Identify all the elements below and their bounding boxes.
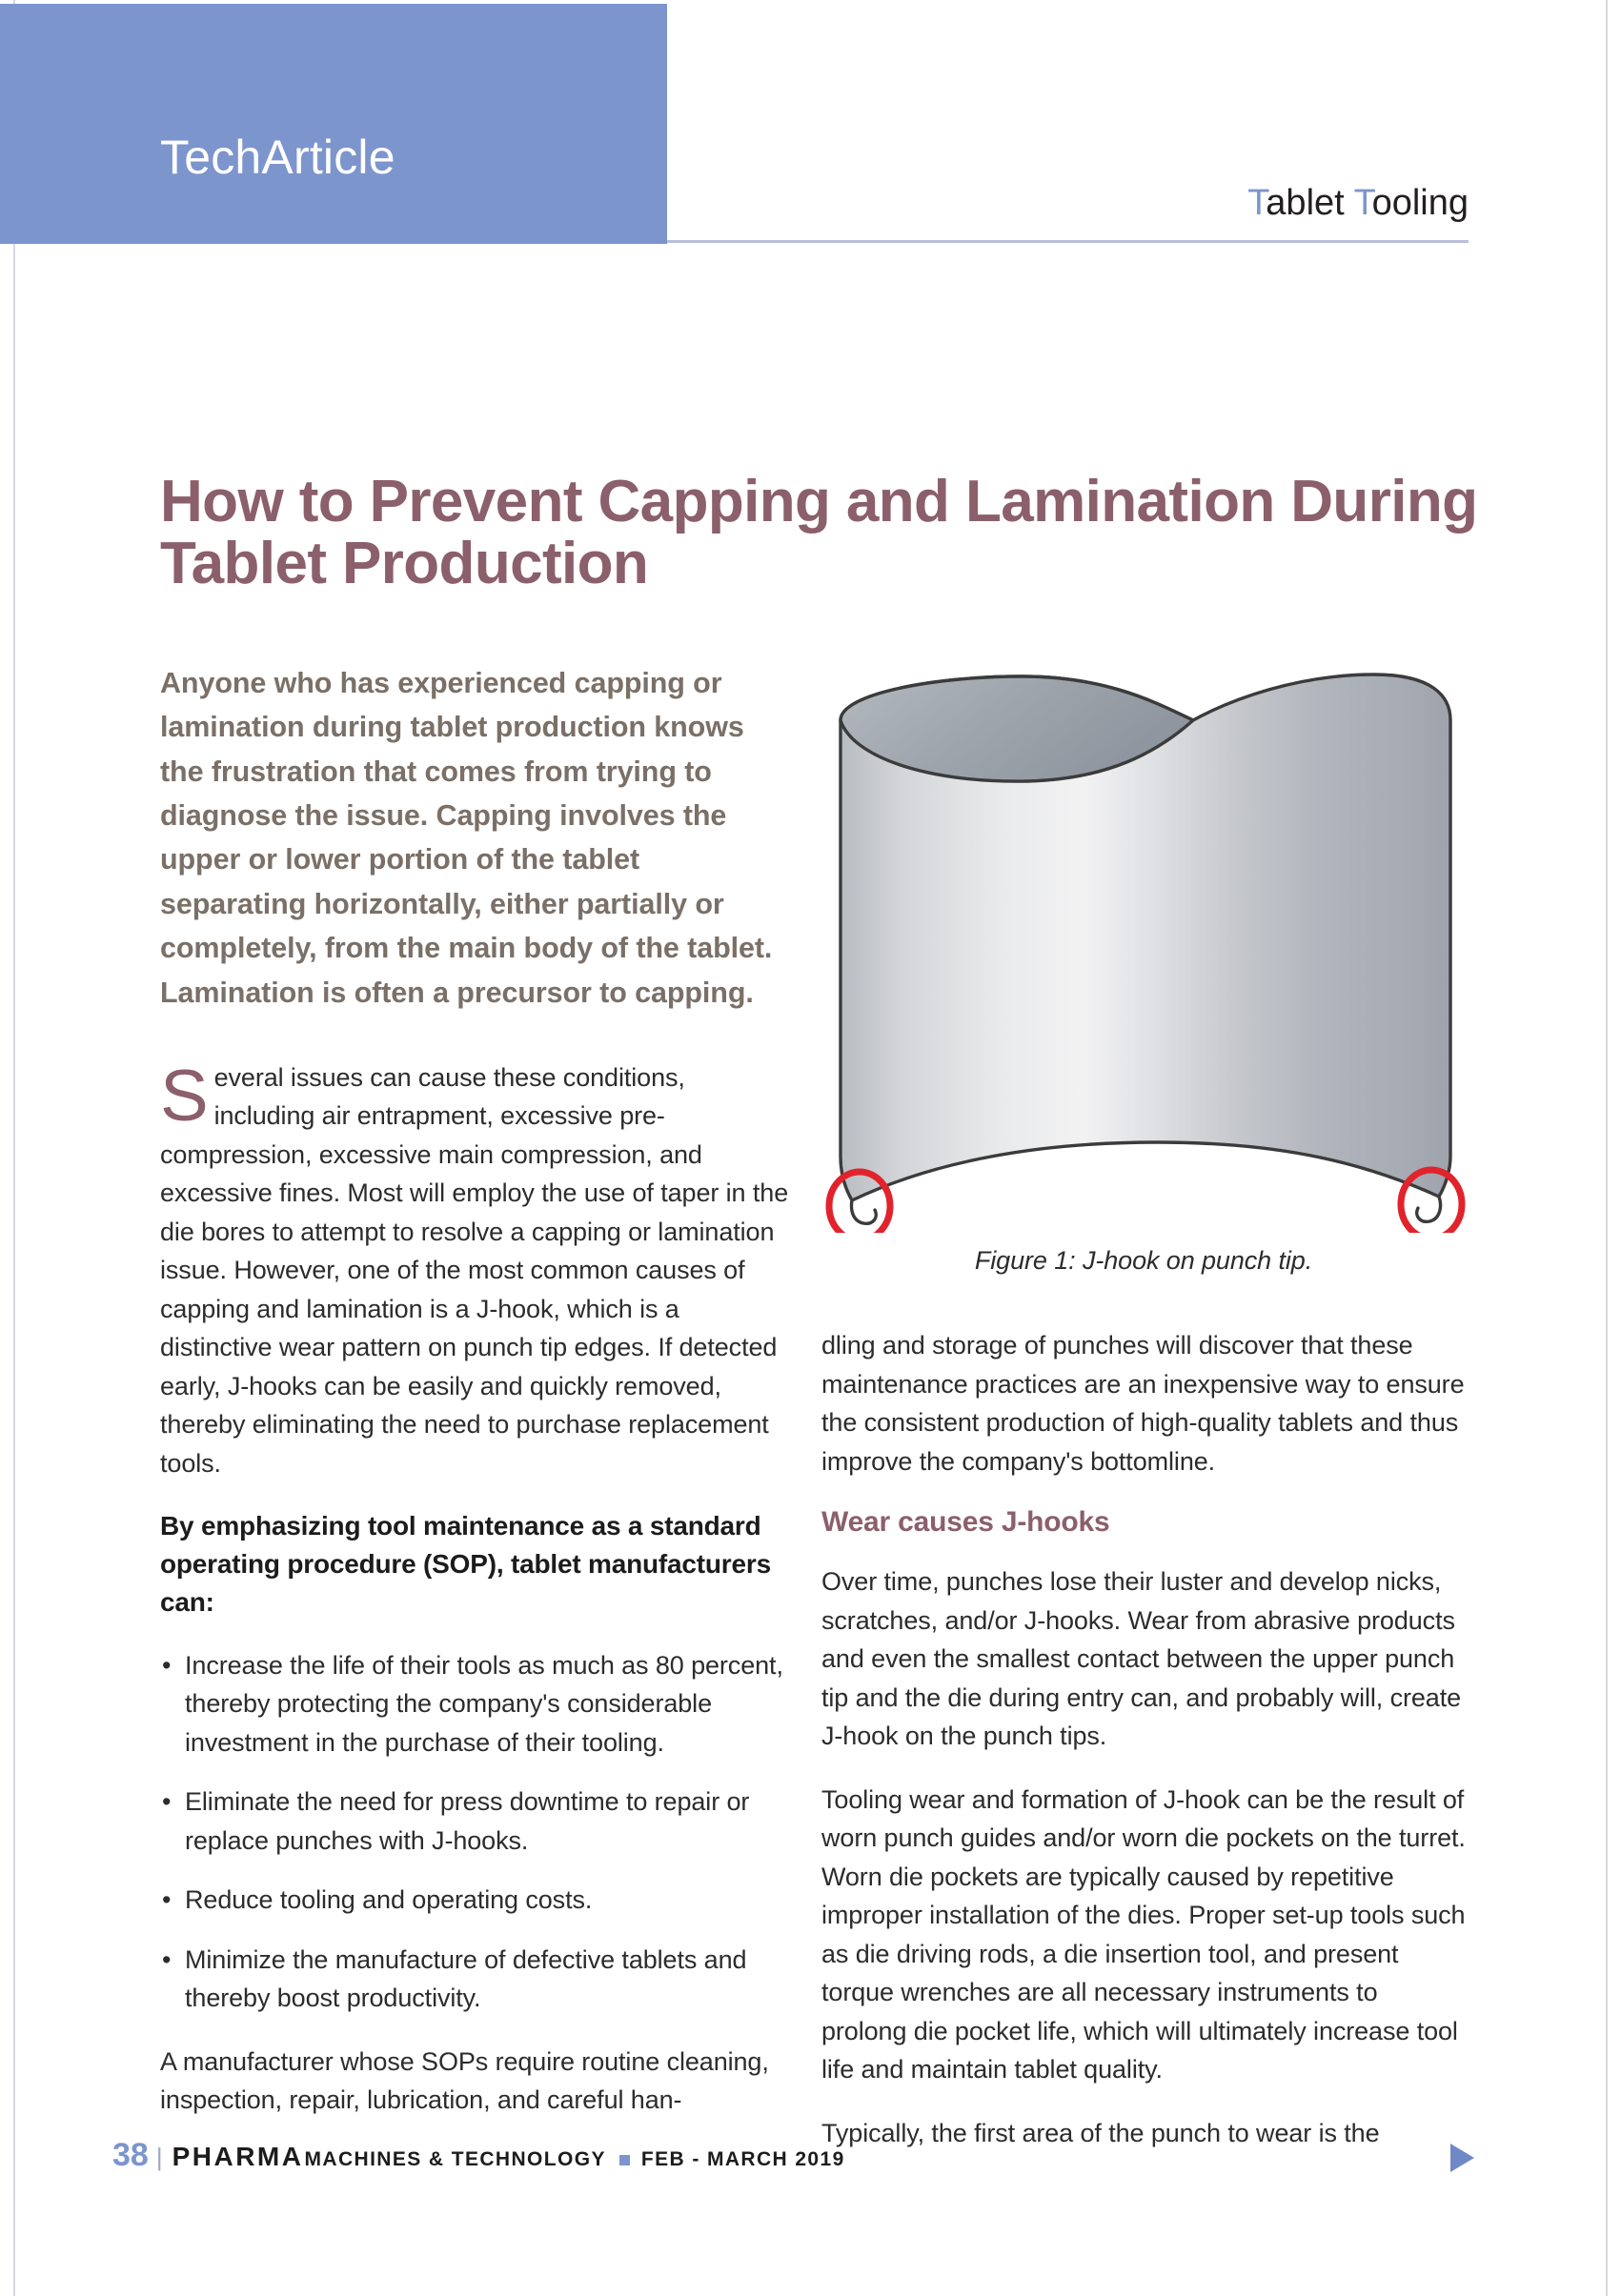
footer-issue-date: FEB - MARCH 2019	[640, 2148, 845, 2170]
masthead	[0, 0, 1621, 250]
column-right-figure	[821, 661, 1466, 1276]
page-rule-left	[13, 0, 15, 2296]
section-initial-1: T	[1247, 183, 1266, 223]
section-word-1: ablet	[1266, 183, 1345, 223]
figure-1	[821, 661, 1466, 1276]
punch-tip-illustration	[821, 661, 1466, 1233]
footer-brand-secondary: MACHINES & TECHNOLOGY	[304, 2148, 606, 2170]
section-initial-2: T	[1353, 183, 1372, 223]
bullet-icon: •	[162, 1787, 172, 1817]
list-item	[160, 1941, 789, 2018]
masthead-color-band	[0, 4, 667, 244]
masthead-kicker: TechArticle	[160, 131, 395, 184]
masthead-underline	[667, 240, 1469, 243]
drop-cap: S	[160, 1055, 209, 1137]
list-item-text: Increase the life of their tools as much as 80 percent, thereby protecting the company's considerable investment in the purchase of their tooling.	[185, 1650, 783, 1757]
footer-brand-primary: PHARMA	[172, 2142, 304, 2171]
list-item	[160, 1881, 789, 1920]
section-word-2: ooling	[1371, 183, 1469, 223]
list-item-text: Minimize the manufacture of defective tablets and thereby boost productivity.	[185, 1944, 747, 2013]
paragraph-opening	[160, 1055, 789, 1483]
footer-square-icon	[619, 2155, 630, 2165]
page-rule-right	[1606, 0, 1608, 2296]
bullet-list-lead-in: By emphasizing tool maintenance as a standard operating procedure (SOP), tablet manufacturers can:	[160, 1511, 771, 1617]
bullet-icon: •	[162, 1944, 172, 1974]
paragraph-bridge-right: dling and storage of punches will discover that these maintenance practices are an inexpensive way to ensure the consistent production of high-quality tablets and thus improve the company's bottomline.	[821, 1331, 1465, 1476]
bullet-icon: •	[162, 1885, 172, 1915]
paragraph-tooling-wear: Tooling wear and formation of J-hook can be the result of worn punch guides and/or worn die pockets on the turret. Worn die pockets are typically caused by repetitive improper installation of the dies. Proper set-up tools such as die driving rods, a die insertion tool, and present torque wrenches are all necessary instruments to prolong die pocket life, which will ultimately increase tool life and maintain tablet quality.	[821, 1784, 1466, 2084]
column-left	[160, 661, 789, 2120]
list-item-text: Reduce tooling and operating costs.	[185, 1885, 593, 1915]
page-footer	[112, 2136, 1509, 2174]
footer-separator: |	[155, 2143, 163, 2171]
footer-credit-line	[112, 2137, 845, 2174]
paragraph-opening-text: everal issues can cause these conditions, including air entrapment, excessive pre-compression, excessive main compression, and excessive fines. Most will employ the use of taper in the die bores to attempt to resolve a capping or lamination issue. However, one of the most common causes of capping and lamination is a J-hook, which is a distinctive wear pattern on punch tip edges. If detected early, J-hooks can be easily and quickly removed, thereby eliminating the need to purchase replacement tools.	[160, 1062, 789, 1478]
bullet-icon: •	[162, 1650, 172, 1680]
column-right-body	[821, 1326, 1466, 2152]
figure-caption: Figure 1: J-hook on punch tip.	[974, 1246, 1313, 1275]
paragraph-continuation: Typically, the first area of the punch to wear is the	[821, 2118, 1380, 2147]
list-item	[160, 1646, 789, 1762]
list-item	[160, 1782, 789, 1860]
section-subheading: Wear causes J-hooks	[821, 1506, 1110, 1538]
next-page-arrow-icon[interactable]	[1450, 2144, 1474, 2172]
page-number: 38	[112, 2137, 149, 2173]
article-deck: Anyone who has experienced capping or lamination during tablet production knows the frustration that comes from trying to diagnose the issue. Capping involves the upper or lower portion of the tablet separating horizontally, either partially or completely, from the main body of the tablet. Lamination is often a precursor to capping.	[160, 667, 773, 1009]
paragraph-bridge-left: A manufacturer whose SOPs require routine cleaning, inspection, repair, lubrication, and careful han-	[160, 2046, 769, 2115]
paragraph-wear: Over time, punches lose their luster and develop nicks, scratches, and/or J-hooks. Wear from abrasive products and even the smallest contact between the upper punch tip and the die during entry can, and probably will, create J-hook on the punch tips.	[821, 1567, 1462, 1750]
list-item-text: Eliminate the need for press downtime to repair or replace punches with J-hooks.	[185, 1787, 750, 1855]
benefits-list	[160, 1646, 789, 2018]
page-title: How to Prevent Capping and Lamination During Tablet Production	[160, 468, 1478, 596]
masthead-section-label	[1247, 185, 1469, 221]
